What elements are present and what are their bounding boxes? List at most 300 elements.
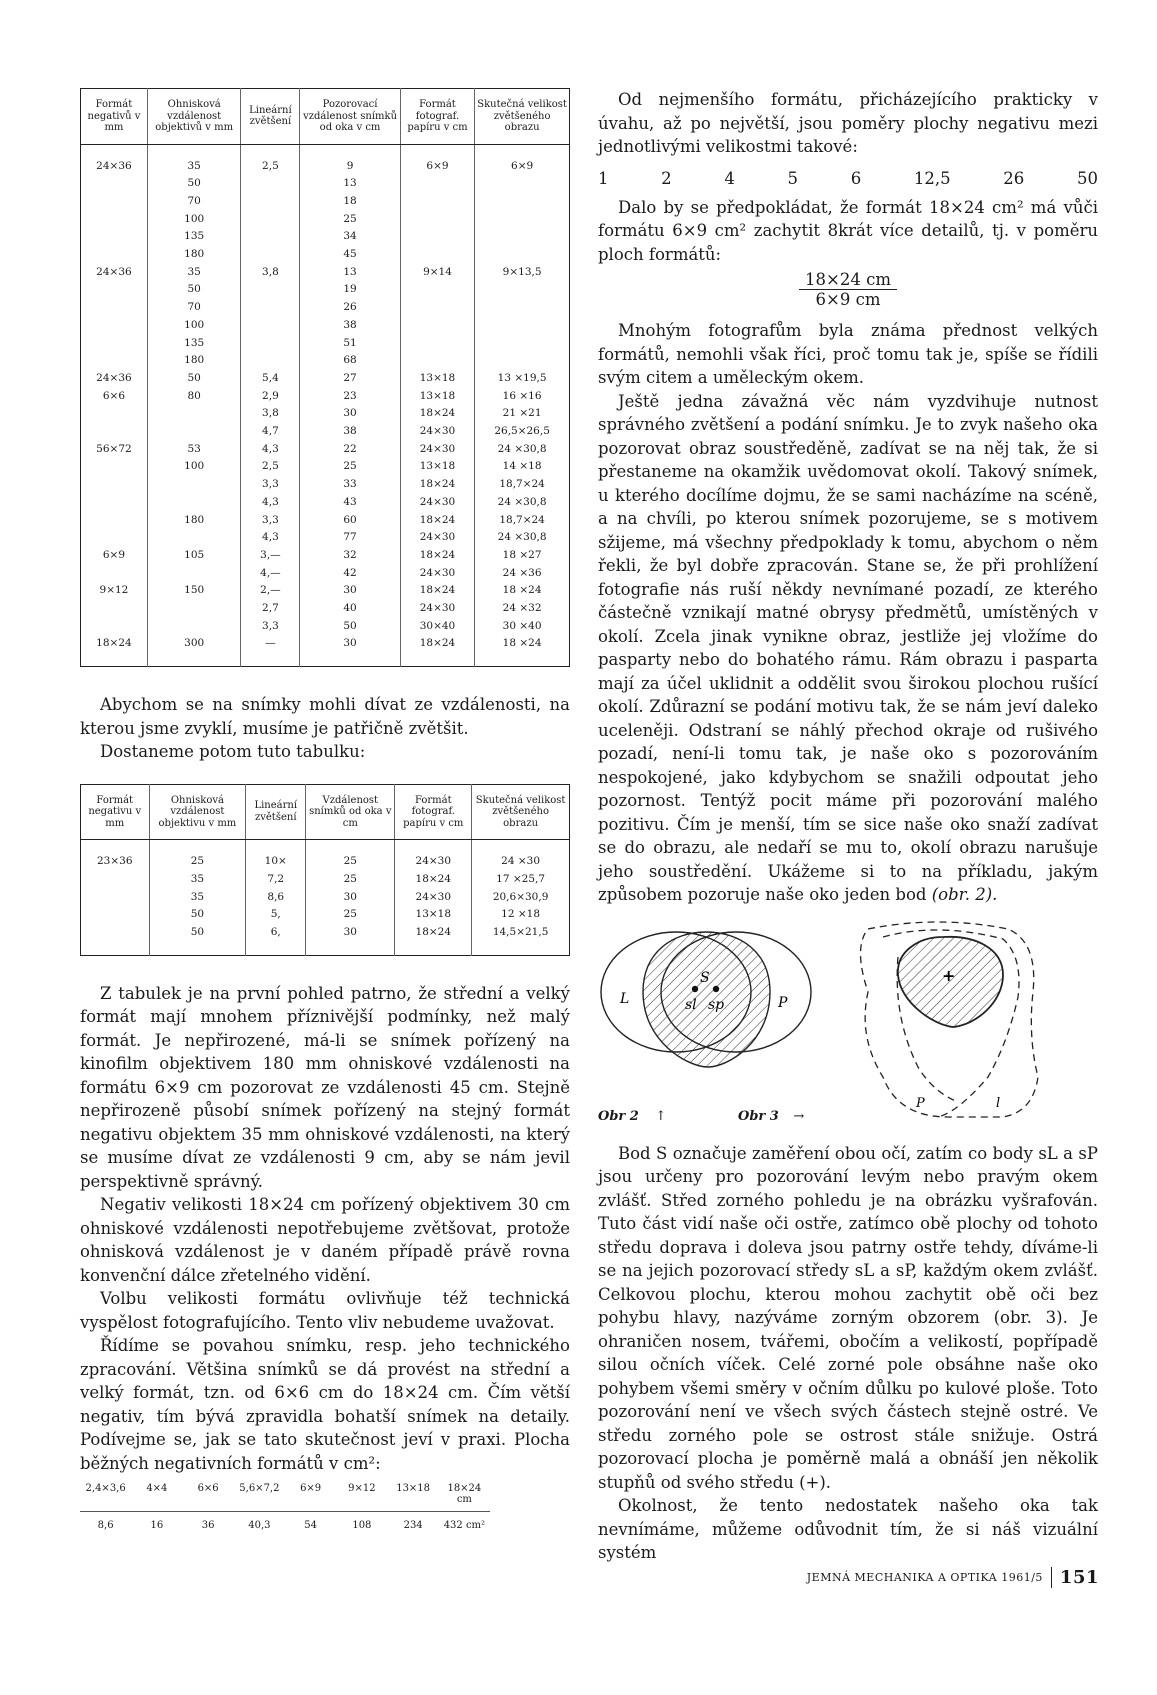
caption-text: Obr 3 bbox=[738, 1108, 779, 1124]
figures bbox=[598, 917, 1098, 1132]
table-row bbox=[81, 193, 570, 211]
caption-text: Obr 2 bbox=[598, 1108, 639, 1124]
table-cell: 18×24 bbox=[400, 547, 474, 565]
area-item: 54 bbox=[304, 1520, 317, 1532]
table-cell: 80 bbox=[147, 388, 241, 406]
table-cell: 70 bbox=[147, 193, 241, 211]
table-cell bbox=[241, 246, 300, 264]
table-cell: 70 bbox=[147, 299, 241, 317]
table-cell: 13×18 bbox=[400, 388, 474, 406]
ratio-item: 6 bbox=[850, 168, 862, 188]
table-cell: 13 bbox=[300, 175, 400, 193]
table-row bbox=[81, 889, 570, 907]
format-item: 13×18 bbox=[396, 1483, 431, 1495]
table-cell bbox=[81, 193, 148, 211]
sharp-vision-area bbox=[643, 932, 770, 1067]
table-cell: 6×9 bbox=[81, 547, 148, 565]
table-cell bbox=[147, 618, 241, 636]
table-cell: 300 bbox=[147, 635, 241, 653]
table-row bbox=[81, 529, 570, 547]
table-cell bbox=[400, 228, 474, 246]
table-cell bbox=[147, 405, 241, 423]
table-cell: 35 bbox=[147, 158, 241, 176]
format-item: 4×4 bbox=[146, 1483, 168, 1495]
paragraph bbox=[598, 390, 1098, 907]
point-sp bbox=[713, 985, 719, 991]
table-cell: 4,— bbox=[241, 565, 300, 583]
table-cell: 43 bbox=[300, 494, 400, 512]
figure-2 bbox=[601, 932, 811, 1067]
table-cell: 38 bbox=[300, 317, 400, 335]
table-cell bbox=[81, 458, 148, 476]
table-row bbox=[81, 618, 570, 636]
table-cell bbox=[81, 299, 148, 317]
column-header: Ohnisková vzdálenost objektivu v mm bbox=[149, 784, 246, 840]
table-cell bbox=[81, 335, 148, 353]
table-row bbox=[81, 281, 570, 299]
ratio-item: 12,5 bbox=[913, 168, 951, 188]
table-cell bbox=[241, 317, 300, 335]
column-header: Ohnisková vzdálenost objektivů v mm bbox=[147, 89, 241, 145]
table-cell: 2,5 bbox=[241, 158, 300, 176]
table-cell: 24×30 bbox=[400, 529, 474, 547]
table-row bbox=[81, 547, 570, 565]
table-cell bbox=[400, 175, 474, 193]
ratio-item: 2 bbox=[661, 168, 672, 188]
table-cell: 25 bbox=[300, 211, 400, 229]
fraction-numerator: 18×24 cm bbox=[799, 270, 897, 290]
table-cell bbox=[475, 175, 570, 193]
table-cell: 24×36 bbox=[81, 370, 148, 388]
table-cell: 50 bbox=[147, 370, 241, 388]
table-cell: 18 ×27 bbox=[502, 548, 542, 561]
table-cell bbox=[147, 565, 241, 583]
table-cell: 30×40 bbox=[400, 618, 474, 636]
table-cell: 24×30 bbox=[400, 600, 474, 618]
divider bbox=[80, 1511, 490, 1512]
table-cell: 50 bbox=[149, 924, 246, 942]
table-cell bbox=[81, 423, 148, 441]
paragraph: Mnohým fotografům byla známa přednost velkých formátů, nemohli však říci, proč tomu tak je, spíše se řídili svým citem a uměleckým okem. bbox=[598, 321, 1098, 387]
table-cell: 56×72 bbox=[81, 441, 148, 459]
table-cell bbox=[241, 193, 300, 211]
area-item: 234 bbox=[403, 1520, 423, 1532]
table-cell: 3,8 bbox=[241, 264, 300, 282]
label-sl: sl bbox=[685, 996, 697, 1013]
table-cell: 24 ×30,8 bbox=[497, 442, 547, 455]
table-cell: 24×30 bbox=[400, 423, 474, 441]
paragraph: Dalo by se předpokládat, že formát 18×24 cm² má vůči formátu 6×9 cm² zachytit 8krát více detailů, tj. v poměru ploch formátů: bbox=[598, 197, 1098, 264]
label-l: l bbox=[996, 1095, 1001, 1111]
table-cell: 25 bbox=[149, 853, 246, 871]
table-row bbox=[81, 458, 570, 476]
table-cell: 21 ×21 bbox=[502, 407, 542, 420]
area-item: 40,3 bbox=[248, 1520, 271, 1532]
table-row bbox=[81, 582, 570, 600]
table-cell: 3,8 bbox=[241, 405, 300, 423]
table-row bbox=[81, 228, 570, 246]
table-cell bbox=[81, 889, 150, 907]
table-cell: 5,4 bbox=[241, 370, 300, 388]
table-cell bbox=[147, 423, 241, 441]
table-cell: 23×36 bbox=[81, 853, 150, 871]
table-cell: 150 bbox=[147, 582, 241, 600]
table-cell: 24 ×32 bbox=[502, 602, 542, 615]
paragraph: Dostaneme potom tuto tabulku: bbox=[100, 742, 366, 762]
table-cell: 25 bbox=[306, 906, 395, 924]
table-cell: 180 bbox=[147, 512, 241, 530]
area-item: 36 bbox=[201, 1520, 215, 1532]
table-cell bbox=[81, 228, 148, 246]
table-cell: 4,3 bbox=[241, 441, 300, 459]
ratio-item: 5 bbox=[787, 168, 799, 188]
table-cell: 18×24 bbox=[400, 405, 474, 423]
table-row bbox=[81, 335, 570, 353]
table-cell bbox=[81, 565, 148, 583]
table-cell bbox=[400, 211, 474, 229]
table-cell: 105 bbox=[147, 547, 241, 565]
table-cell bbox=[400, 317, 474, 335]
table-cell: 25 bbox=[306, 871, 395, 889]
table-cell: 135 bbox=[147, 228, 241, 246]
table-cell: 24×30 bbox=[395, 853, 472, 871]
figure-2-caption bbox=[598, 1109, 666, 1124]
page-number: 151 bbox=[1051, 1567, 1099, 1588]
table-cell: 18×24 bbox=[400, 582, 474, 600]
table-cell: 4,3 bbox=[241, 529, 300, 547]
table-cell bbox=[81, 175, 148, 193]
table-cell: 18×24 bbox=[395, 924, 472, 942]
table-cell bbox=[475, 211, 570, 229]
table-cell: 19 bbox=[300, 281, 400, 299]
table-cell: — bbox=[241, 635, 300, 653]
paragraph-text: Ještě jedna závažná věc nám vyzdvihuje nutnost správného zvětšení a podání snímku. Je to zvyk našeho oka pozorovat obraz soustředěně, zadívat se na něj tak, že si přestaneme na okamžik uvědomovat okolí. Takový snímek, u kterého docílíme dojmu, že se sami nacházíme na scéně, a na chvíli, po kterou snímek pozorujeme, se s motivem sžijeme, má všechny předpoklady k tomu, abychom o něm řekli, že byl dobře zpracován. Stane se, že při prohlížení fotografie nás ruší někdy nevnímané pozadí, ze kterého částečně vznikají matné obrysy předmětů, umístěných v okolí. Zcela jinak vynikne obraz, jestliže jej vložíme do pasparty nebo do bohatého rámu. Rám obrazu i pasparta mají za účel uklidnit a oddělit svou širokou plochou rušící okolí. Zdůrazní se podání motivu tak, že se nám jeví daleko uceleněji. Odstraní se náhlý přechod okraje od rušivého pozadí, není-li tomu tak, je naše oko s pozorováním nespokojené, jako kdybychom se snažili odpoutat jeho pozornost. Tentýž pocit máme při pozorování malého pozitivu. Čím je menší, tím se sice naše oko snaží zadívat se do obrazu, ale nedaří se mu to, okolí obrazu narušuje jeho soustředění. Ukážeme si to na příkladu, jakým způsobem pozoruje naše oko jeden bod bbox=[598, 391, 1098, 904]
area-list bbox=[80, 1520, 490, 1531]
table-cell: 24×36 bbox=[81, 158, 148, 176]
table-cell: 42 bbox=[300, 565, 400, 583]
table-cell: 12 ×18 bbox=[501, 908, 541, 921]
table-cell: 23 bbox=[300, 388, 400, 406]
table-row bbox=[81, 211, 570, 229]
table-cell: 24 ×36 bbox=[502, 566, 542, 579]
table-cell: 18 bbox=[300, 193, 400, 211]
table-cell bbox=[81, 618, 148, 636]
table-cell: 35 bbox=[147, 264, 241, 282]
table-cell: 35 bbox=[149, 889, 246, 907]
column-header: Formát fotograf. papíru v cm bbox=[400, 89, 474, 145]
format-list bbox=[80, 1483, 490, 1505]
table-row bbox=[81, 158, 570, 176]
table-cell: 24×30 bbox=[395, 889, 472, 907]
table-cell: 30 ×40 bbox=[502, 619, 542, 632]
table-cell: 6×9 bbox=[400, 158, 474, 176]
table-cell bbox=[241, 175, 300, 193]
table-cell bbox=[81, 512, 148, 530]
paragraph: Řídíme se povahou snímku, resp. jeho technického zpracování. Většina snímků se dá provést na střední a velký formát, tzn. od 6×6 cm do 18×24 cm. Čím větší negativ, tím bývá zpravidla bohatší snímek na detaily. Podívejme se, jak se tato skutečnost jeví v praxi. Plocha běžných negativních formátů v cm²: bbox=[80, 1336, 570, 1473]
column-header: Formát negativu v mm bbox=[81, 784, 150, 840]
table-cell: 50 bbox=[300, 618, 400, 636]
table-row bbox=[81, 352, 570, 370]
table-cell: 5, bbox=[246, 906, 306, 924]
table-cell: 135 bbox=[147, 335, 241, 353]
table-cell bbox=[81, 405, 148, 423]
table-cell: 3,— bbox=[241, 547, 300, 565]
table-cell: 9×13,5 bbox=[502, 265, 542, 278]
table-cell: 180 bbox=[147, 246, 241, 264]
table-cell: 24×30 bbox=[400, 565, 474, 583]
table-cell: 18 ×24 bbox=[502, 637, 542, 650]
ratio-row bbox=[598, 169, 1098, 188]
table-cell bbox=[81, 476, 148, 494]
table-cell: 18×24 bbox=[400, 512, 474, 530]
table-cell bbox=[81, 600, 148, 618]
table-cell: 30 bbox=[306, 889, 395, 907]
table-cell: 7,2 bbox=[246, 871, 306, 889]
table-cell: 18×24 bbox=[395, 871, 472, 889]
label-plus: + bbox=[942, 965, 956, 985]
table-cell: 18,7×24 bbox=[499, 478, 545, 491]
table-cell bbox=[81, 494, 148, 512]
table-cell: 60 bbox=[300, 512, 400, 530]
label-l: L bbox=[620, 990, 630, 1007]
label-p: P bbox=[916, 1095, 925, 1111]
table-cell: 45 bbox=[300, 246, 400, 264]
table-row bbox=[81, 405, 570, 423]
table-cell bbox=[400, 193, 474, 211]
table-cell bbox=[475, 193, 570, 211]
table-cell: 18×24 bbox=[81, 635, 148, 653]
table-cell: 25 bbox=[300, 458, 400, 476]
table-cell bbox=[400, 335, 474, 353]
arrow-icon: ↑ bbox=[655, 1108, 667, 1124]
right-column bbox=[598, 88, 1098, 1565]
table-cell: 180 bbox=[147, 352, 241, 370]
paragraph: Okolnost, že tento nedostatek našeho oka tak nevnímáme, můžeme odůvodnit tím, že si náš vizuální systém bbox=[598, 1496, 1098, 1562]
table-cell: 32 bbox=[300, 547, 400, 565]
table-cell: 13×18 bbox=[400, 458, 474, 476]
table-cell bbox=[241, 352, 300, 370]
figure-reference: (obr. 2). bbox=[931, 885, 998, 904]
ratio-item: 4 bbox=[724, 168, 735, 188]
format-item: 5,6×7,2 bbox=[239, 1483, 280, 1495]
table-cell: 6×6 bbox=[81, 388, 148, 406]
table-cell: 13×18 bbox=[395, 906, 472, 924]
table-cell bbox=[475, 352, 570, 370]
format-item: 9×12 bbox=[348, 1483, 376, 1495]
table-row bbox=[81, 924, 570, 942]
table-cell: 33 bbox=[300, 476, 400, 494]
table-cell: 18 ×24 bbox=[502, 584, 542, 597]
table-cell bbox=[475, 281, 570, 299]
table-cell bbox=[400, 352, 474, 370]
label-s: S bbox=[700, 969, 710, 986]
table-cell: 3,3 bbox=[241, 476, 300, 494]
table-cell: 18×24 bbox=[400, 476, 474, 494]
fraction-denominator: 6×9 cm bbox=[815, 290, 881, 309]
table-cell bbox=[400, 246, 474, 264]
table-row bbox=[81, 317, 570, 335]
table-cell: 24×30 bbox=[400, 494, 474, 512]
column-header: Lineární zvětšení bbox=[246, 784, 306, 840]
table-cell: 4,3 bbox=[241, 494, 300, 512]
table-cell: 100 bbox=[147, 211, 241, 229]
table-cell: 100 bbox=[147, 458, 241, 476]
table-cell: 2,5 bbox=[241, 458, 300, 476]
table-cell: 24 ×30,8 bbox=[497, 495, 547, 508]
table-row bbox=[81, 264, 570, 282]
table-cell bbox=[400, 281, 474, 299]
column-header: Formát negativů v mm bbox=[81, 89, 148, 145]
table-cell bbox=[147, 476, 241, 494]
eye-diagrams bbox=[598, 917, 1098, 1132]
ratio-item: 26 bbox=[1003, 168, 1025, 188]
table-row bbox=[81, 441, 570, 459]
table-cell bbox=[81, 529, 148, 547]
paragraph: Od nejmenšího formátu, přicházejícího prakticky v úvahu, až po největší, jsou poměry plochy negativu mezi jednotlivými velikostmi takové: bbox=[598, 90, 1098, 156]
area-item: 16 bbox=[150, 1520, 164, 1532]
table-cell bbox=[475, 246, 570, 264]
table-cell: 9×12 bbox=[81, 582, 148, 600]
left-column bbox=[80, 88, 570, 1531]
table-cell bbox=[81, 211, 148, 229]
page-footer bbox=[807, 1567, 1099, 1588]
paragraph: Volbu velikosti formátu ovlivňuje též technická vyspělost fotografujícího. Tento vliv nebudeme uvažovat. bbox=[80, 1289, 570, 1332]
table-cell: 14,5×21,5 bbox=[492, 926, 549, 938]
figure-3-caption bbox=[738, 1109, 804, 1124]
table-cell: 34 bbox=[300, 228, 400, 246]
arrow-icon: → bbox=[793, 1108, 805, 1124]
table-cell: 35 bbox=[149, 871, 246, 889]
table-cell bbox=[81, 352, 148, 370]
table-cell bbox=[81, 924, 150, 942]
table-cell: 6, bbox=[246, 924, 306, 942]
table-row bbox=[81, 635, 570, 653]
format-item: 2,4×3,6 bbox=[85, 1483, 126, 1495]
table-cell: 77 bbox=[300, 529, 400, 547]
table-cell bbox=[400, 299, 474, 317]
label-sp: sp bbox=[708, 996, 725, 1013]
journal-name: JEMNÁ MECHANIKA A OPTIKA 1961/5 bbox=[806, 1571, 1043, 1584]
table-cell: 10× bbox=[246, 853, 306, 871]
table-cell: 17 ×25,7 bbox=[496, 872, 546, 885]
table-cell bbox=[81, 906, 150, 924]
column-header: Skutečná velikost zvětšeného obrazu bbox=[475, 89, 570, 145]
table-cell: 9 bbox=[300, 158, 400, 176]
paragraph: Negativ velikosti 18×24 cm pořízený objektivem 30 cm ohniskové vzdálenosti nepotřebujeme zvětšovat, protože ohnisková vzdálenost je v daném případě právě rovna konvenční dálce zřetelného vidění. bbox=[80, 1195, 570, 1285]
table-cell bbox=[81, 871, 150, 889]
table-row bbox=[81, 423, 570, 441]
area-item: 8,6 bbox=[97, 1520, 114, 1532]
table-cell: 16 ×16 bbox=[502, 389, 542, 402]
table-row bbox=[81, 871, 570, 889]
fraction bbox=[598, 270, 1098, 309]
table-cell: 30 bbox=[300, 405, 400, 423]
table-cell: 38 bbox=[300, 423, 400, 441]
format-item: 6×9 bbox=[300, 1483, 322, 1495]
table-cell: 2,9 bbox=[241, 388, 300, 406]
table-cell: 40 bbox=[300, 600, 400, 618]
table-cell: 18,7×24 bbox=[499, 513, 545, 526]
table-cell: 68 bbox=[300, 352, 400, 370]
table-cell bbox=[81, 246, 148, 264]
column-header: Formát fotograf. papíru v cm bbox=[395, 784, 472, 840]
table-row bbox=[81, 388, 570, 406]
label-p: P bbox=[778, 994, 788, 1011]
paragraph: Bod S označuje zaměření obou očí, zatím co body sL a sP jsou určeny pro pozorování levým nebo pravým okem zvlášť. Střed zorného pohledu je na obrázku vyšrafován. Tuto část vidí naše oči ostře, zatímco obě plochy od tohoto středu doprava i doleva jsou patrny ostře tehdy, díváme-li se na jejich pozorovací středy sL a sP, každým okem zvlášť. Celkovou plochu, kterou mohou zachytit obě oči bez pohybu hlavy, nazýváme zorným obzorem (obr. 3). Je ohraničen nosem, tvářemi, obočím a velikostí, popřípadě silou očních víček. Celé zorné pole obsáhne naše oko pohybem všemi směry v očním důlku po kulové ploše. Toto pozorování není ve všech svých částech stejně ostré. Ve středu zorného pole se ostrost stále snižuje. Ostrá pozorovací plocha je poměrně malá a obnáší jen několik stupňů od svého středu (+). bbox=[598, 1143, 1098, 1492]
table-row bbox=[81, 175, 570, 193]
table-cell bbox=[241, 335, 300, 353]
table-row bbox=[81, 565, 570, 583]
table-cell bbox=[147, 494, 241, 512]
table-cell bbox=[147, 600, 241, 618]
table-enlargement bbox=[80, 784, 570, 956]
table-cell bbox=[475, 317, 570, 335]
table-cell: 13 bbox=[300, 264, 400, 282]
table-cell: 53 bbox=[147, 441, 241, 459]
figure-3 bbox=[861, 922, 1039, 1117]
table-cell bbox=[475, 299, 570, 317]
table-cell: 3,3 bbox=[241, 618, 300, 636]
table-cell: 50 bbox=[147, 175, 241, 193]
area-item: 108 bbox=[352, 1520, 372, 1532]
table-cell: 50 bbox=[147, 281, 241, 299]
column-header: Skutečná velikost zvětšeného obrazu bbox=[472, 784, 570, 840]
table-cell: 30 bbox=[300, 582, 400, 600]
table-cell: 18×24 bbox=[400, 635, 474, 653]
table-cell: 2,— bbox=[241, 582, 300, 600]
format-item: 18×24 cm bbox=[447, 1483, 482, 1506]
table-row bbox=[81, 494, 570, 512]
table-cell: 24×30 bbox=[400, 441, 474, 459]
table-row bbox=[81, 906, 570, 924]
table-cell: 51 bbox=[300, 335, 400, 353]
table-row bbox=[81, 476, 570, 494]
ratio-item: 1 bbox=[598, 168, 609, 188]
table-cell: 2,7 bbox=[241, 600, 300, 618]
table-row bbox=[81, 299, 570, 317]
table-cell: 13 ×19,5 bbox=[497, 371, 547, 384]
table-cell bbox=[81, 317, 148, 335]
table-row bbox=[81, 512, 570, 530]
table-cell: 20,6×30,9 bbox=[492, 890, 549, 903]
table-cell bbox=[475, 335, 570, 353]
table-cell bbox=[241, 228, 300, 246]
paragraph: Z tabulek je na první pohled patrno, že střední a velký formát mají mnohem příznivější podmínky, než malý formát. Je nepřirozené, má-li se snímek pořízený na kinofilm objektivem 180 mm ohniskové vzdálenosti na formátu 6×9 cm pozorovat ze vzdálenosti 45 cm. Stejně nepřirozeně působí snímek pořízený na stejný formát negativu objektem 35 mm ohniskové vzdálenosti, na který se musíme dívat ze vzdálenosti 9 cm, aby se nám jevil perspektivně správný. bbox=[80, 983, 570, 1191]
table-cell: 24 ×30 bbox=[501, 855, 541, 868]
table-cell: 22 bbox=[300, 441, 400, 459]
table-cell: 100 bbox=[147, 317, 241, 335]
table-cell: 14 ×18 bbox=[502, 460, 542, 473]
table-row bbox=[81, 600, 570, 618]
table-cell: 50 bbox=[149, 906, 246, 924]
table-row bbox=[81, 853, 570, 871]
table-cell: 30 bbox=[306, 924, 395, 942]
table-cell: 6×9 bbox=[511, 159, 534, 172]
table-cell: 24×36 bbox=[81, 264, 148, 282]
table-cell: 3,3 bbox=[241, 512, 300, 530]
table-cell: 30 bbox=[300, 635, 400, 653]
format-item: 6×6 bbox=[197, 1483, 219, 1495]
table-cell bbox=[241, 211, 300, 229]
table-row bbox=[81, 246, 570, 264]
table-cell bbox=[81, 281, 148, 299]
table-cell: 26 bbox=[300, 299, 400, 317]
table-cell: 24 ×30,8 bbox=[497, 531, 547, 544]
table-cell: 27 bbox=[300, 370, 400, 388]
ratio-item: 50 bbox=[1076, 168, 1098, 188]
table-cell: 13×18 bbox=[400, 370, 474, 388]
column-header: Pozorovací vzdálenost snímků od oka v cm bbox=[300, 89, 400, 145]
